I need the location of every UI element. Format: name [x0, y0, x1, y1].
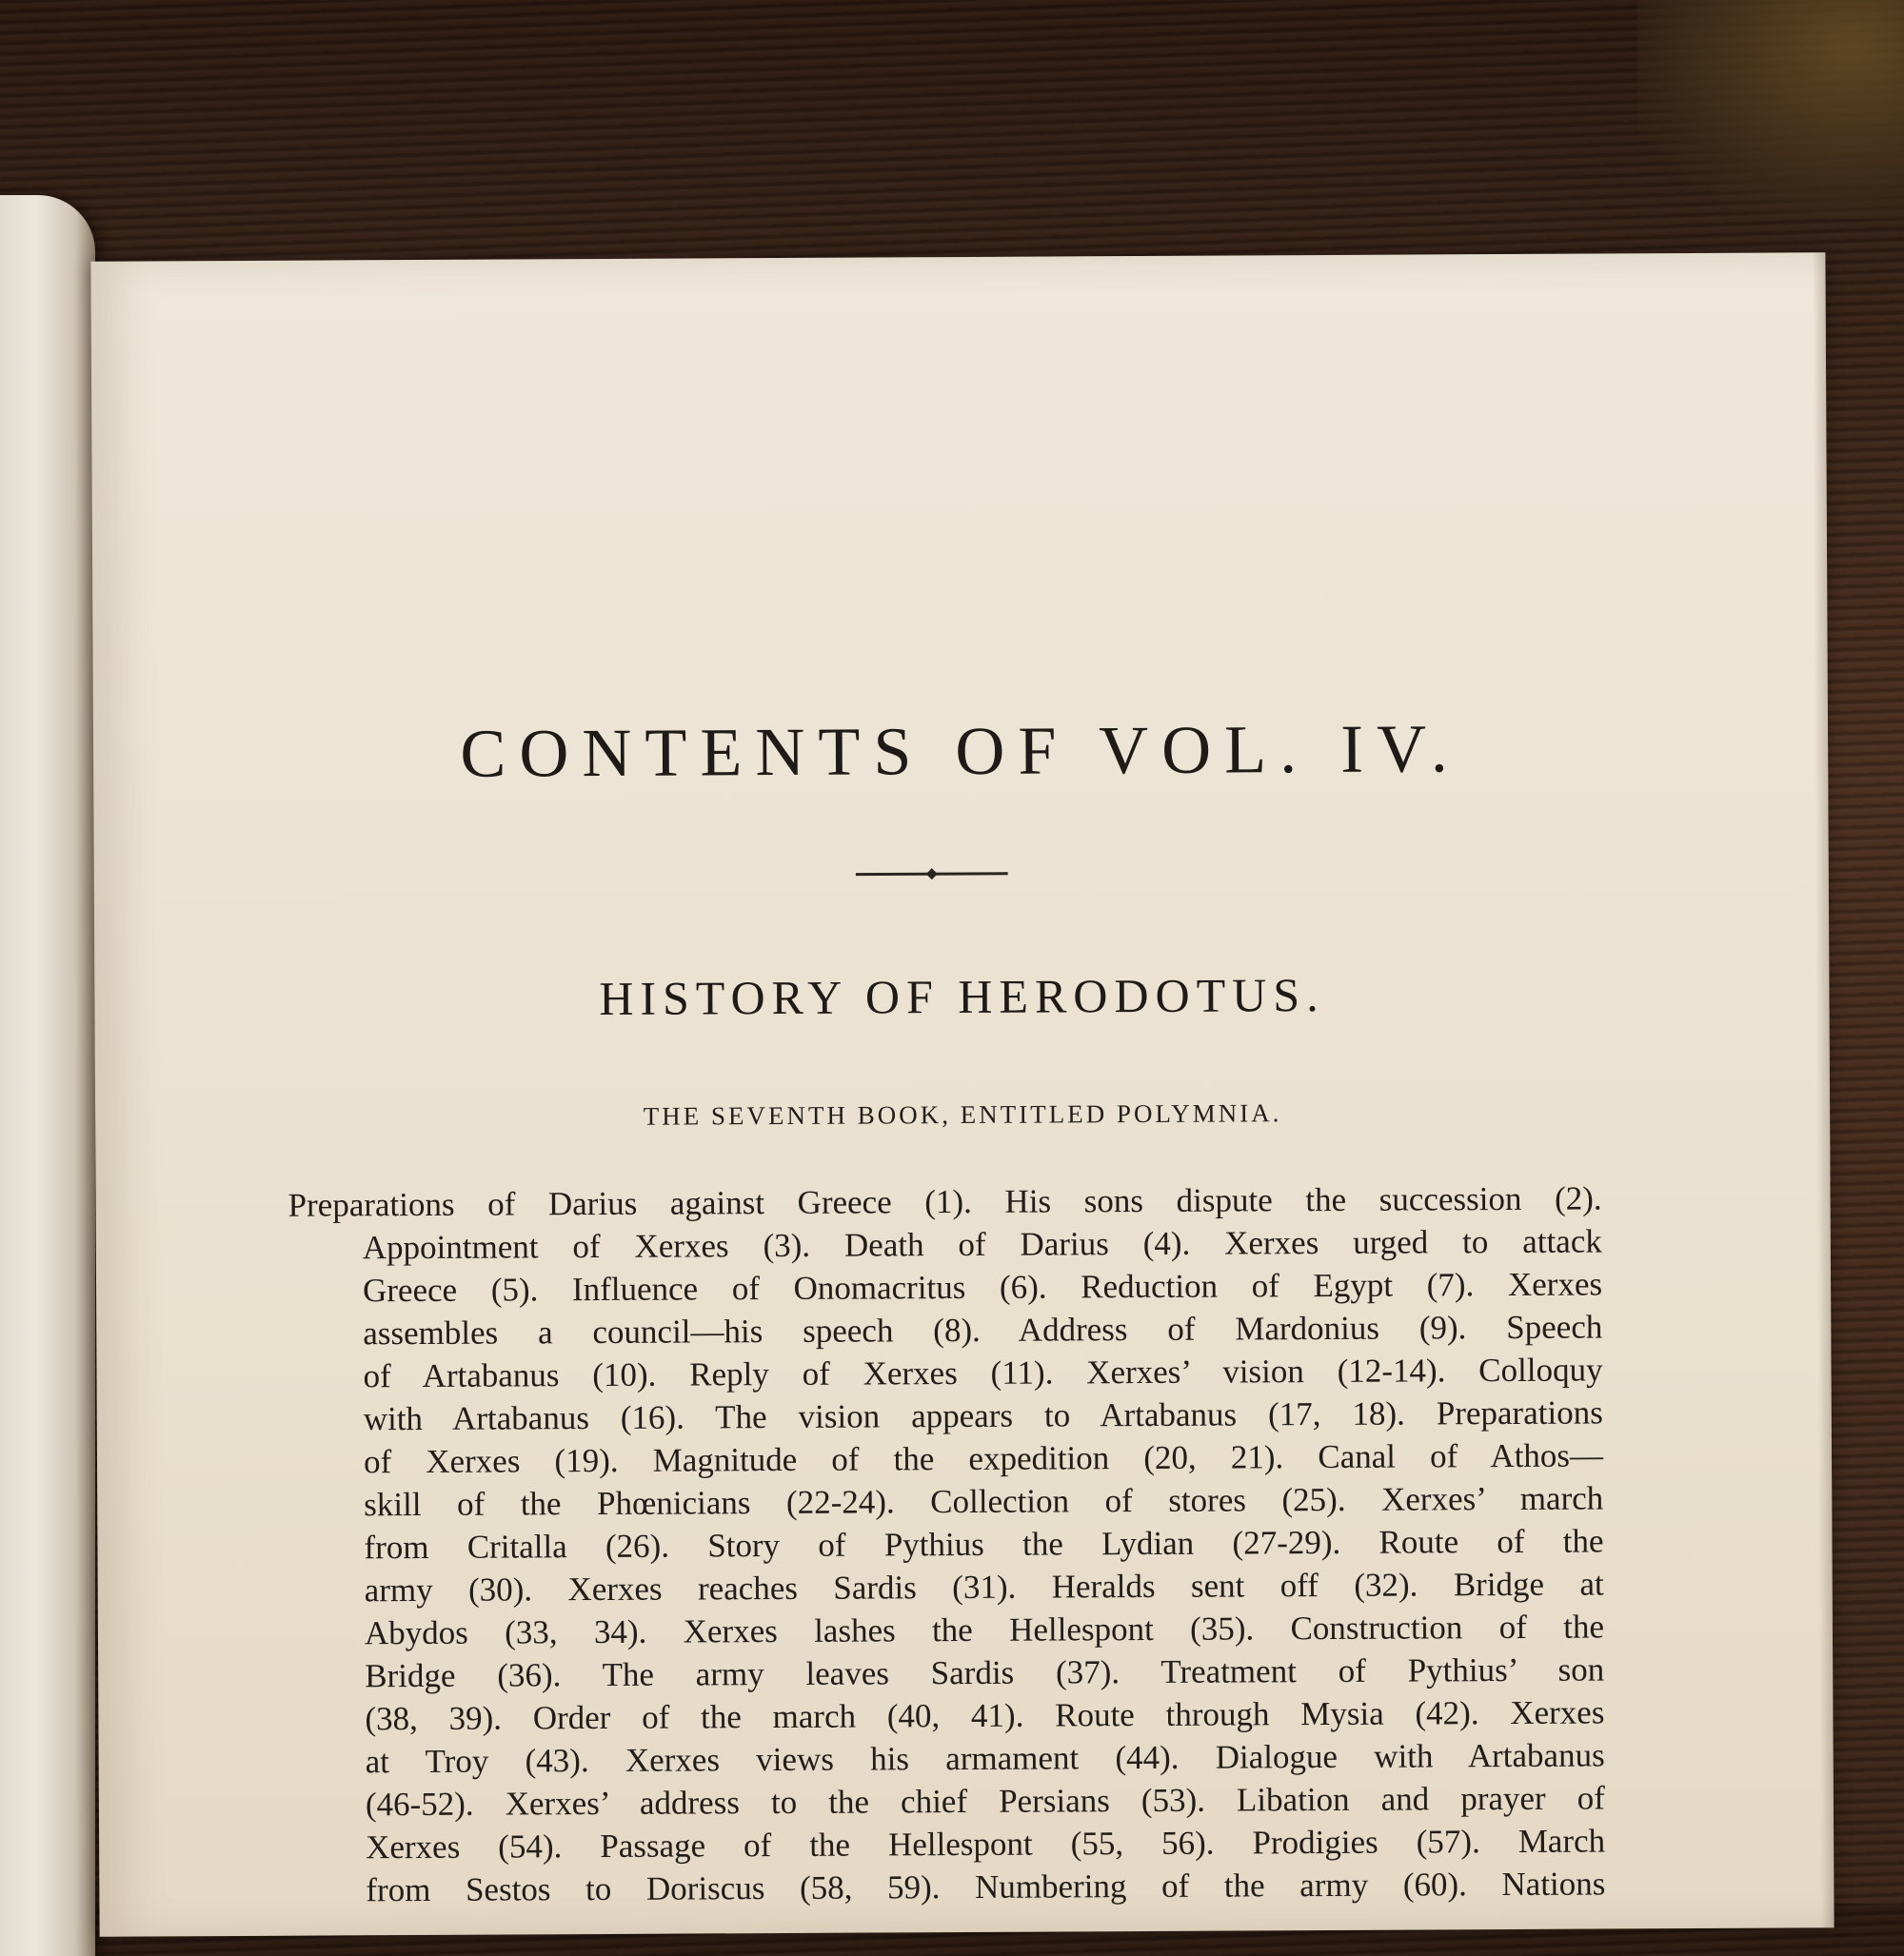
- contents-line: (46-52). Xerxes’ address to the chief Persians (53). Libation and prayer of: [365, 1779, 1605, 1824]
- contents-line: at Troy (43). Xerxes views his armament (44). Dialogue with Artabanus: [365, 1736, 1605, 1781]
- contents-line: of Xerxes (19). Magnitude of the expedition (20, 21). Canal of Athos—: [363, 1436, 1604, 1481]
- contents-line: (38, 39). Order of the march (40, 41). Route through Mysia (42). Xerxes: [365, 1693, 1605, 1738]
- contents-paragraph: [288, 1176, 1605, 1911]
- contents-line: skill of the Phœnicians (22-24). Collection of stores (25). Xerxes’ march: [364, 1479, 1604, 1524]
- facing-page-edge: [0, 195, 95, 1956]
- contents-line: of Artabanus (10). Reply of Xerxes (11). Xerxes’ vision (12-14). Colloquy: [363, 1351, 1603, 1395]
- contents-line: Appointment of Xerxes (3). Death of Darius (4). Xerxes urged to attack: [362, 1222, 1602, 1267]
- decorative-book-cover-corner: [1637, 0, 1904, 219]
- contents-line: Preparations of Darius against Greece (1). His sons dispute the succession (2).: [288, 1179, 1602, 1224]
- contents-line: Bridge (36). The army leaves Sardis (37). Treatment of Pythius’ son: [365, 1650, 1605, 1695]
- contents-line: assembles a council—his speech (8). Address of Mardonius (9). Speech: [363, 1308, 1603, 1353]
- contents-line: from Critalla (26). Story of Pythius the Lydian (27-29). Route of the: [364, 1522, 1604, 1567]
- book-heading: THE SEVENTH BOOK, ENTITLED POLYMNIA.: [643, 1098, 1282, 1131]
- work-subtitle: HISTORY OF HERODOTUS.: [599, 968, 1325, 1025]
- contents-line: from Sestos to Doriscus (58, 59). Numbering of the army (60). Nations: [366, 1865, 1606, 1909]
- book-page: [90, 252, 1834, 1937]
- contents-line: army (30). Xerxes reaches Sardis (31). Heralds sent off (32). Bridge at: [364, 1565, 1604, 1610]
- contents-line: with Artabanus (16). The vision appears to Artabanus (17, 18). Preparations: [363, 1393, 1603, 1438]
- contents-line: Greece (5). Influence of Onomacritus (6). Reduction of Egypt (7). Xerxes: [362, 1265, 1603, 1310]
- page-title: CONTENTS OF VOL. IV.: [460, 710, 1462, 792]
- contents-line: Abydos (33, 34). Xerxes lashes the Hellespont (35). Construction of the: [364, 1608, 1605, 1652]
- contents-line: Xerxes (54). Passage of the Hellespont (55, 56). Prodigies (57). March: [366, 1822, 1606, 1867]
- ornamental-rule-icon: [856, 866, 1008, 882]
